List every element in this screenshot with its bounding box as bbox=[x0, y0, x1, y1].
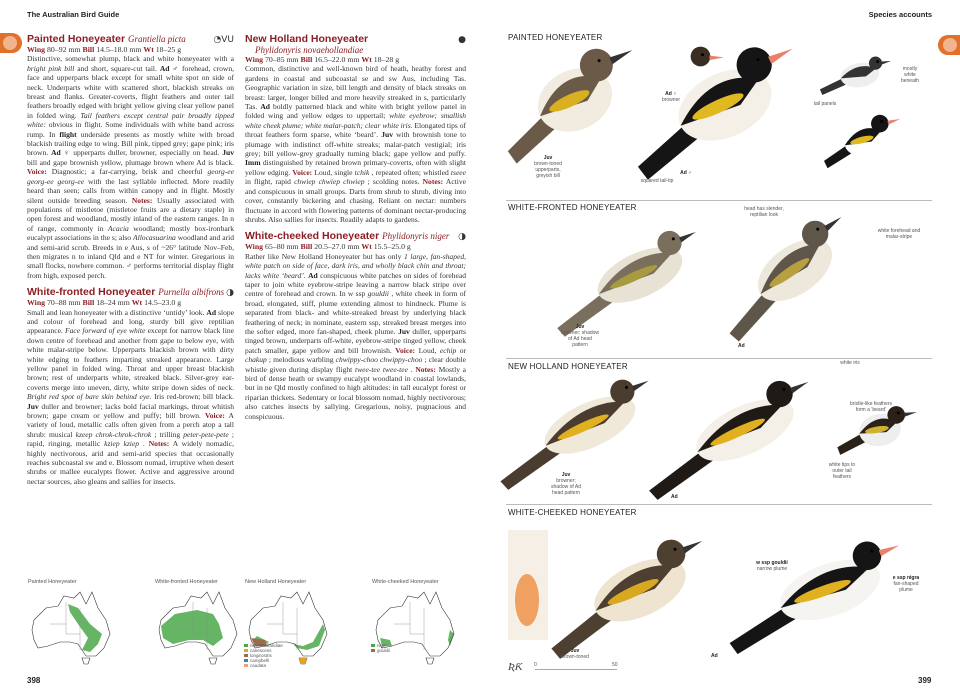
description-text: duller and browner; lacks bold facial markings, throat whitish brown; gape cream or yellow and puffy; bill brown. bbox=[27, 401, 234, 421]
measurement-text: Wt bbox=[143, 45, 154, 54]
description-text: ; scolding notes. bbox=[367, 177, 423, 187]
description-text: Rather like New Holland Honeyeater but has only bbox=[245, 251, 404, 261]
description-text: , white cheek in form of broad, elongated, stiff, plume extending almost to hindneck. Plume is separated from black- and white-streaked breast by underlying black feathering of neck; in nominate, eastern ssp, streaked breast merges into the softer edged, more fan-shaped, cheek plume. bbox=[245, 289, 466, 336]
scientific-name: Phylidonyris novaehollandiae bbox=[255, 45, 364, 55]
common-name: White-fronted Honeyeater bbox=[27, 286, 156, 299]
description-text: upperparts duller, browner, especially on head. bbox=[73, 148, 223, 158]
page-number-right: 399 bbox=[918, 676, 932, 685]
description-text: with brownish tone to plumage with indistinct off-white streaks; malar-patch vestigial; iris grey; bill yellow-grey gradually turning black; gape yellow and puffy. bbox=[245, 130, 466, 159]
description-text: Notes: bbox=[422, 177, 444, 187]
description-text: with the last syllable inflected. More readily heard than seen; calls from within canopy and in flight. Mostly silent outside breeding season. bbox=[27, 176, 234, 205]
label-juv: Juv browner; shadow of Ad head pattern bbox=[560, 324, 600, 348]
description-text: Small and lean honeyeater with a distinctive ‘untidy’ look. bbox=[27, 307, 207, 317]
bird-figure bbox=[691, 47, 724, 67]
measurement-text: Bill bbox=[300, 55, 313, 64]
measurement-text: 18–24 mm bbox=[96, 298, 132, 308]
scale-bar bbox=[535, 669, 617, 670]
description-text: forehead, crown, face and upperparts black except for small white spot on side of neck. Underparts white with scattered short, blackish streaks on breast and flanks. Greater-coverts, flight feathers and outer tail feathers broadly edged with bright yellow giving clear yellow panel in folded wing. bbox=[27, 63, 234, 120]
label-beneath: mostly white beneath bbox=[900, 66, 920, 84]
description-text: Notes: bbox=[131, 195, 153, 205]
description-text: white eyebrow; smallish white cheek plume; white malar-patch; clear white iris. bbox=[245, 111, 466, 130]
description-text: ; melodious warbling bbox=[268, 355, 336, 365]
description-text: Diagnostic; a far-carrying, brisk and cheerful bbox=[51, 167, 208, 177]
description-text: Voice: bbox=[205, 411, 225, 421]
label-juv: Juv brown-toned bbox=[561, 648, 589, 660]
description-text: Acacia bbox=[107, 223, 129, 233]
measurement-text: 18–25 g bbox=[155, 45, 182, 54]
label-nigra: e ssp nigra fan-shaped plume bbox=[892, 575, 920, 593]
description-text: bill and gape brownish yellow, plumage brown where Ad is black. bbox=[27, 157, 234, 167]
description-text: Tail feathers except central pair broadly tipped white: bbox=[27, 110, 234, 130]
measurement-text: Wing bbox=[27, 45, 46, 54]
scientific-name: Grantiella picta bbox=[127, 34, 186, 44]
description-text: Common, distinctive and well-known bird of heath, heathy forest and gardens in coastal and subcoastal se and sw Aus, including Tas. Geographic variation in size, bill length and density of black streaks on breast: larger, longer billed and more heavily streaked in s, particularly Tas. bbox=[245, 64, 466, 112]
description-text: Elongated tips of throat feathers form sparse, white ‘beard’. bbox=[245, 120, 466, 140]
description-text: chwippy-choo chwippy-choo bbox=[335, 355, 423, 365]
common-name: Painted Honeyeater bbox=[27, 33, 126, 45]
label-forehead: white forehead and malar-stripe bbox=[877, 228, 921, 240]
description-text: Allocasuarina bbox=[133, 233, 176, 243]
description-text: slope and colour of forehead and long, sturdy bill give reptilian appearance. bbox=[27, 307, 234, 336]
description-text: A variety of loud, metallic calls often given from a perch atop a tall shrub: musical bbox=[27, 411, 234, 439]
description-text: , repeated often; whistled bbox=[371, 167, 451, 177]
description-text: Mostly a bird of dense heath or swampy eucalypt woodland in coastal lowlands, but in ne Qld mostly confined to high altitudes: in tall eucalypt forest or riparian thickets. Sedentary or local blossom nomad, highly nectivorous; also catches insects by sallying. Gregarious, noisy, pugnacious and conspicuous. bbox=[245, 364, 467, 421]
status-icon: ◑ bbox=[458, 232, 466, 243]
map-legend-item: gouldii bbox=[371, 648, 390, 653]
measurement-text: Bill bbox=[82, 298, 95, 308]
description-text: Bright red spot of bare skin behind eye. bbox=[27, 392, 152, 402]
description-text: twee-tee twee-tee bbox=[354, 364, 408, 374]
description-text: tchik bbox=[354, 167, 370, 177]
measurement-text: Wt bbox=[361, 55, 372, 64]
description-text: echip bbox=[439, 345, 457, 355]
plate-title-painted: PAINTED HONEYEATER bbox=[508, 33, 603, 42]
measurement-text: 14.5–23.0 g bbox=[144, 298, 182, 308]
measurement-text: 70–88 mm bbox=[47, 298, 83, 308]
bird-figure bbox=[484, 34, 655, 165]
label-beard: bristle-like feathers form a ‘beard’ bbox=[850, 401, 892, 413]
measurement-text: Wt bbox=[361, 242, 372, 252]
description-text: peter-pete-pete bbox=[183, 429, 229, 439]
map-legend-item: novaehollandiae bbox=[244, 643, 283, 648]
map-title: New Holland Honeyeater bbox=[245, 579, 307, 585]
map-title: Painted Honeyeater bbox=[28, 579, 77, 585]
bird-figure bbox=[713, 531, 916, 656]
measurement-text: Bill bbox=[300, 242, 313, 252]
description-text: Ad ♂ bbox=[159, 63, 180, 73]
status-icon: ● bbox=[458, 35, 466, 45]
measurement-text: Bill bbox=[82, 45, 95, 54]
page-number-left: 398 bbox=[27, 676, 41, 685]
description-text: obvious in flight. Some individuals with white band across rump. In bbox=[27, 120, 234, 139]
description-text: Notes: bbox=[415, 364, 436, 374]
measurement-text: 16.5–22.0 mm bbox=[314, 55, 362, 64]
description-text: distinguished by retained brown primary-coverts, often with slight yellow edging. bbox=[245, 158, 467, 177]
label-tail-panels: tail panels bbox=[813, 101, 837, 107]
map-legend-item: campbelli bbox=[244, 658, 269, 663]
description-text: Loud, bbox=[418, 345, 440, 355]
description-text: . bbox=[410, 364, 416, 374]
bird-figure bbox=[816, 110, 907, 169]
description-text: gouldii bbox=[367, 289, 390, 299]
measurement-text: 15.5–25.0 g bbox=[373, 242, 411, 252]
description-text: Notes: bbox=[148, 439, 170, 449]
label-tail-tip: squared tail-tip bbox=[640, 178, 674, 184]
map-legend-item: caudata bbox=[244, 663, 266, 668]
label-iris: white iris bbox=[840, 360, 860, 366]
description-text: Distinctive, somewhat plump, black and white honeyeater with a bbox=[27, 54, 234, 64]
bird-figure bbox=[816, 54, 895, 95]
description-text: ; clear double whistle given during display flight bbox=[245, 355, 466, 374]
map-legend-item: canescens bbox=[244, 648, 272, 653]
scale-max: 50 bbox=[612, 662, 618, 668]
common-name: White-cheeked Honeyeater bbox=[245, 230, 380, 243]
description-text: bright pink bill bbox=[27, 63, 75, 73]
bird-figure bbox=[612, 31, 817, 181]
description-text: Loud, single bbox=[314, 167, 355, 177]
label-ad: Ad bbox=[711, 653, 718, 659]
label-ad-female: Ad ♀ browner bbox=[661, 91, 681, 103]
label-head: head has slender, reptilian look bbox=[744, 206, 784, 218]
description-text: Ad bbox=[260, 102, 270, 112]
artist-signature: ƦƘ bbox=[508, 661, 523, 673]
plate-title-white-cheeked: WHITE-CHEEKED HONEYEATER bbox=[508, 508, 637, 517]
running-header-left: The Australian Bird Guide bbox=[27, 10, 120, 19]
bird-figure bbox=[703, 205, 866, 343]
description-text: Active and conspicuous in small groups. Darts from shrub to shrub, diving into cover, constantly bickering and chasing. Reliant on nectar: numbers fluctuate in accord with flowering patterns of dominant nectar-producing shrubs. Also sallies for insects. Readily adapts to gardens. bbox=[245, 177, 466, 224]
description-text: ; rapid, ringing, metallic bbox=[27, 429, 234, 449]
description-text: Juv bbox=[398, 326, 410, 336]
bird-figure bbox=[540, 220, 713, 338]
measurement-text: 65–80 mm bbox=[265, 242, 301, 252]
description-text: or bbox=[459, 345, 466, 355]
scale-min: 0 bbox=[534, 662, 537, 668]
description-text: 1 large, fan-shaped, white patch on side of face, dark iris, and wholly black chin and throat; lacks white ‘beard’. bbox=[245, 251, 466, 280]
description-text: underside presents as mostly white with broad blackish trailing edge to wing. Bill pink, tipped grey; gape pink; iris brown. bbox=[27, 129, 234, 158]
description-text: except for narrow black line down centre of forehead and another from gape to below eye, with white malar-stripe below. Upperparts blackish brown with dirty white edging to feathers imparting streaked appearance. Large yellow panel in folded wing. Throat and upper breast blackish brown; rest of underparts white, streaked black. Silver-grey ear-coverts merge into uneven, dirty, white stripe down sides of neck. bbox=[27, 326, 234, 392]
bird-figure bbox=[531, 527, 723, 661]
label-juv: Juv brown-toned upperparts, greyish bill bbox=[534, 155, 562, 179]
scientific-name: Phylidonyris niger bbox=[382, 231, 450, 242]
description-text: Ad bbox=[206, 307, 217, 317]
label-ad-male: Ad ♂ bbox=[680, 170, 692, 176]
description-text: kzeep chrok-chrok-chrok bbox=[75, 429, 152, 439]
description-text: ; trilling bbox=[154, 429, 184, 439]
description-text: Usually associated with populations of mistletoe (mistletoe fruits are a dietary staple) in open forest and woodland, mostly inland of the eastern ranges. In n of range, commonly in bbox=[27, 195, 235, 233]
plate-title-new-holland: NEW HOLLAND HONEYEATER bbox=[508, 362, 628, 371]
map-title: White-fronted Honeyeater bbox=[155, 579, 218, 585]
description-text: . bbox=[142, 439, 149, 449]
description-text: woodland and arid and semi-arid scrub. Breeds in e Aus, s of ~26° latitude Nov–Feb, then migrates n to inland Qld and e NT for winter. Gregarious in small flocks, nowhere common. ♂ performs territorial display flight from high, exposed perch. bbox=[27, 233, 235, 280]
plate-title-white-fronted: WHITE-FRONTED HONEYEATER bbox=[508, 203, 637, 212]
description-text: and short, square-cut tail. bbox=[77, 63, 160, 73]
measurement-text: Wing bbox=[245, 55, 264, 64]
measurement-text: Wing bbox=[245, 242, 264, 252]
label-tips: white tips to outer tail feathers bbox=[828, 462, 856, 480]
label-ad: Ad bbox=[671, 494, 678, 500]
label-juv: Juv browner; shadow of Ad head pattern bbox=[550, 472, 582, 496]
measurement-text: 14.5–18.0 mm bbox=[96, 45, 144, 54]
description-text: Juv bbox=[222, 148, 234, 158]
measurement-text: 80–92 mm bbox=[47, 45, 83, 54]
label-ad: Ad bbox=[738, 343, 745, 349]
description-text: Voice: bbox=[27, 167, 47, 177]
measurement-text: Wing bbox=[27, 298, 46, 308]
description-text: conspicuous white patches on sides of forehead taper to join white eyebrow-stripe leaving a narrow black stripe over centre of forehead and crown. In w ssp bbox=[245, 270, 467, 299]
description-text: Face forward of eye white bbox=[65, 326, 146, 336]
description-text: Voice: bbox=[292, 167, 313, 177]
map-legend-item: longirostris bbox=[244, 653, 272, 658]
scientific-name: Purnella albifrons bbox=[158, 287, 225, 298]
description-text: Juv bbox=[381, 130, 393, 140]
measurement-text: 18–28 g bbox=[373, 55, 400, 64]
description-text: Imm bbox=[245, 158, 261, 168]
map-legend-item: niger bbox=[371, 643, 387, 648]
description-text: georg-ee georg-ee georg-ee bbox=[27, 167, 234, 186]
measurement-text: 20.5–27.0 mm bbox=[314, 242, 362, 252]
status-icon: ◔VU bbox=[213, 35, 234, 45]
label-gouldii: w ssp gouldii narrow plume bbox=[756, 560, 788, 572]
description-text: boldly patterned black and white with bright yellow panel in folded wing and yellow edges to uppertail; bbox=[245, 102, 466, 121]
description-text: A widely nomadic, highly nectivorous, arid and semi-arid species that occasionally reaches subcoastal sw and e. Blossom nomad, irruptive when desert shrubs or mallee eucalypts flower. Active and aggressive around nectar sources, also gleans and sallies for insects. bbox=[27, 439, 234, 486]
map-title: White-cheeked Honeyeater bbox=[372, 579, 439, 585]
description-text: duller, upperparts tinged brown, underparts off-white, eyebrow-stripe tinged yellow, cheek patch smaller, gape yellow and bill brownish. bbox=[245, 326, 466, 355]
running-header-right: Species accounts bbox=[868, 10, 932, 19]
description-text: chwiep chwiep chwiep bbox=[294, 177, 365, 187]
description-text: woodland; mostly box-ironbark eucalypt associations in the s; also bbox=[27, 223, 234, 243]
description-text: chakup bbox=[245, 355, 267, 365]
description-text: Ad bbox=[308, 270, 318, 280]
description-text: kziep kziep bbox=[104, 439, 140, 449]
measurement-text: 70–85 mm bbox=[265, 55, 301, 64]
description-text: Iris red-brown; bill black. bbox=[154, 392, 235, 402]
status-icon: ◑ bbox=[226, 288, 234, 299]
description-text: flight bbox=[59, 129, 77, 139]
description-text: Ad ♀ bbox=[51, 148, 71, 158]
description-text: Juv bbox=[27, 401, 39, 411]
description-text: in flight, rapid bbox=[245, 177, 295, 187]
common-name: New Holland Honeyeater bbox=[245, 33, 369, 45]
bird-figure bbox=[630, 369, 827, 502]
description-text: tseee bbox=[450, 167, 467, 177]
measurement-text: Wt bbox=[131, 298, 143, 308]
description-text: Voice: bbox=[395, 345, 416, 355]
